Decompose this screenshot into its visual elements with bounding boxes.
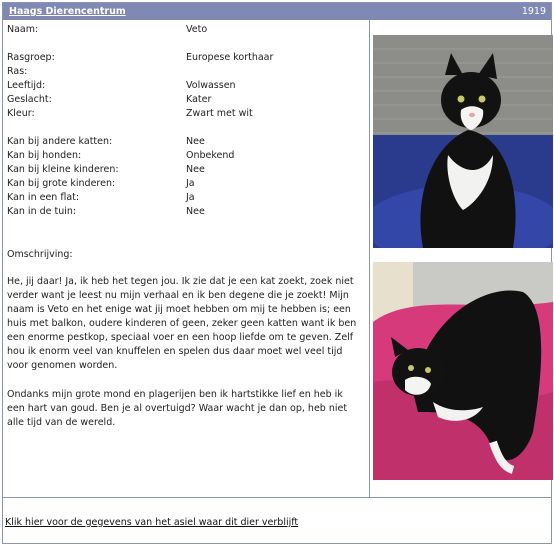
name-value: Veto — [186, 24, 208, 35]
description-paragraph-2: Ondanks mijn grote mond en plagerijen ben ik hartstikke lief en heb ik een hart van goud. Ben je al overtuigd? Waar wacht je dan op, heb niet alle tijd van de wereld. — [7, 389, 348, 428]
small-kids-value: Nee — [186, 164, 205, 175]
animal-card — [2, 2, 552, 544]
card-header — [3, 3, 551, 20]
breed-label: Rasgroep: — [7, 52, 55, 63]
big-kids-label: Kan bij grote kinderen: — [7, 178, 116, 189]
garden-label: Kan in de tuin: — [7, 206, 77, 217]
animal-number: 1919 — [521, 6, 546, 17]
color-value: Zwart met wit — [186, 108, 253, 119]
dogs-label: Kan bij honden: — [7, 150, 82, 161]
age-value: Volwassen — [186, 80, 236, 91]
race-label: Ras: — [7, 66, 28, 77]
details-panel — [3, 20, 368, 497]
shelter-details-link[interactable]: Klik hier voor de gegevens van het asiel waar dit dier verblijft — [5, 517, 299, 528]
cat-photo-1 — [373, 35, 553, 248]
garden-value: Nee — [186, 206, 205, 217]
cats-label: Kan bij andere katten: — [7, 136, 113, 147]
sex-value: Kater — [186, 94, 212, 105]
name-label: Naam: — [7, 24, 39, 35]
small-kids-label: Kan bij kleine kinderen: — [7, 164, 119, 175]
flat-label: Kan in een flat: — [7, 192, 80, 203]
dogs-value: Onbekend — [186, 150, 235, 161]
age-label: Leeftijd: — [7, 80, 46, 91]
footer-divider — [3, 497, 551, 498]
shelter-name-link[interactable]: Haags Dierencentrum — [9, 6, 126, 17]
photo-panel — [369, 20, 552, 497]
breed-value: Europese korthaar — [186, 52, 274, 63]
sex-label: Geslacht: — [7, 94, 52, 105]
description-paragraph-1: He, jij daar! Ja, ik heb het tegen jou. Ik zie dat je een kat zoekt, zoek niet verder want je leest nu mijn verhaal en ik ben degene die je zoekt! Mijn naam is Veto en het enige wat jij moet hebben om mij te hebben is; een huis met balkon, oudere kinderen of geen, zeker geen katten want ik ben een enorme pestkop, speciaal voer en een hoop liefde om te geven. Zelf hou ik enorm veel van knuffelen en spelen dus daar moet wel veel tijd voor genomen worden. — [7, 276, 357, 371]
big-kids-value: Ja — [186, 178, 195, 189]
color-label: Kleur: — [7, 108, 35, 119]
cat-photo-2 — [373, 262, 553, 480]
flat-value: Ja — [186, 192, 195, 203]
description-label: Omschrijving: — [7, 249, 73, 260]
cats-value: Nee — [186, 136, 205, 147]
